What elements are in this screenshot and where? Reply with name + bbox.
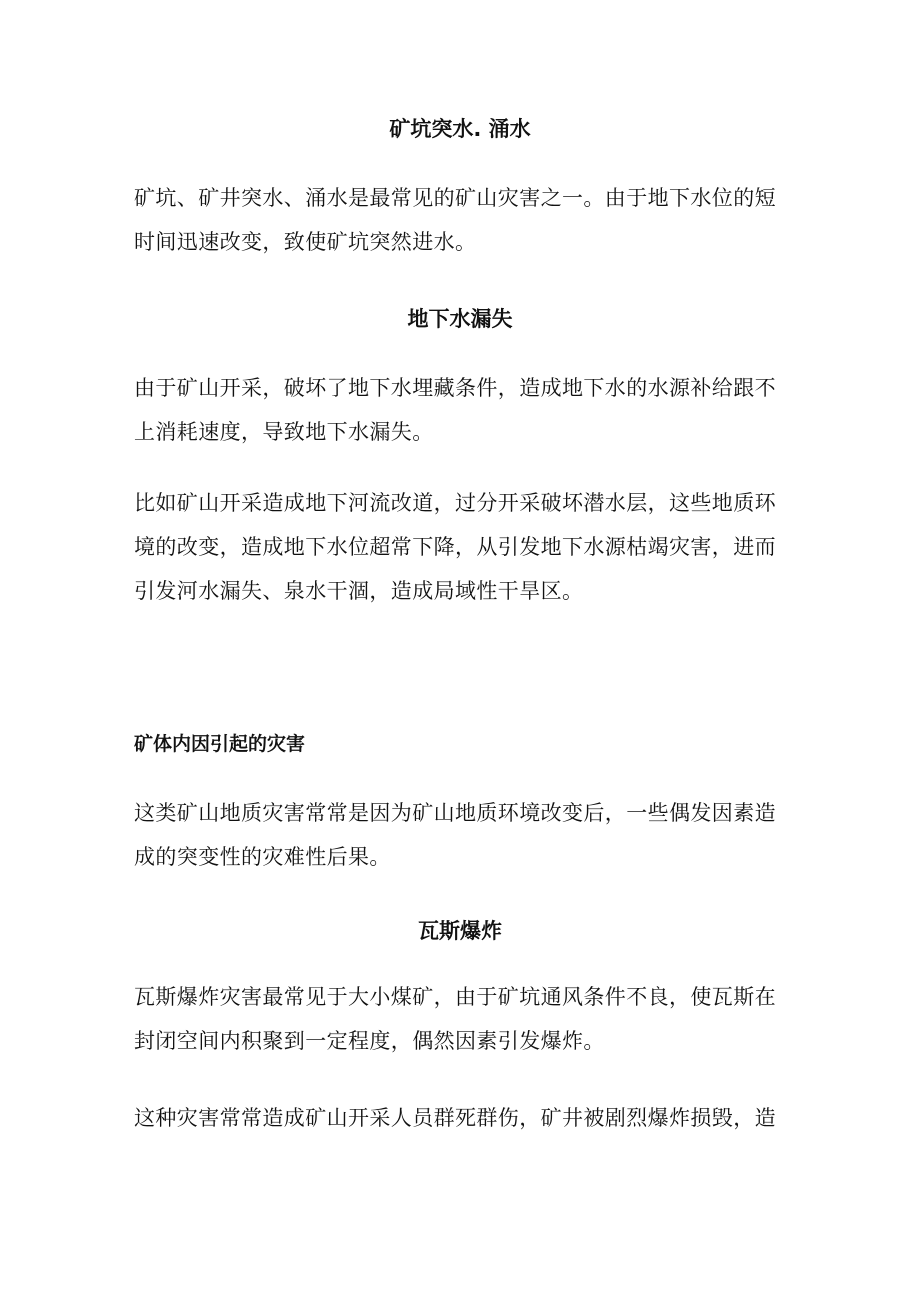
paragraph-internal-causes xyxy=(134,791,798,879)
section-heading-gas-explosion: 瓦斯爆炸 xyxy=(418,919,502,943)
paragraph-line: 境的改变，造成地下水位超常下降，从引发地下水源枯竭灾害，进而 xyxy=(134,535,776,559)
paragraph-line: 瓦斯爆炸灾害最常见于大小煤矿，由于矿坑通风条件不良，使瓦斯在 xyxy=(134,985,776,1009)
section-subheading-internal-causes: 矿体内因引起的灾害 xyxy=(134,733,306,755)
paragraph-water-inrush xyxy=(134,176,798,264)
paragraph-line: 这种灾害常常造成矿山开采人员群死群伤，矿井被剧烈爆炸损毁，造 xyxy=(134,1106,776,1130)
paragraph-groundwater-loss-1 xyxy=(134,366,798,454)
section-heading-water-inrush: 矿坑突水. 涌水 xyxy=(389,117,531,141)
paragraph-line: 封闭空间内积聚到一定程度，偶然因素引发爆炸。 xyxy=(134,1029,605,1053)
paragraph-line: 矿坑、矿井突水、涌水是最常见的矿山灾害之一。由于地下水位的短 xyxy=(134,186,776,210)
paragraph-gas-explosion-1 xyxy=(134,975,798,1063)
section-heading-groundwater-loss: 地下水漏失 xyxy=(407,307,513,331)
paragraph-line: 由于矿山开采，破坏了地下水埋藏条件，造成地下水的水源补给跟不 xyxy=(134,376,776,400)
paragraph-line: 比如矿山开采造成地下河流改道，过分开采破坏潜水层，这些地质环 xyxy=(134,491,776,515)
paragraph-groundwater-loss-2 xyxy=(134,481,798,613)
paragraph-line: 这类矿山地质灾害常常是因为矿山地质环境改变后，一些偶发因素造 xyxy=(134,801,776,825)
paragraph-line: 成的突变性的灾难性后果。 xyxy=(134,845,391,869)
paragraph-gas-explosion-2 xyxy=(134,1096,798,1140)
paragraph-line: 时间迅速改变，致使矿坑突然进水。 xyxy=(134,230,477,254)
paragraph-line: 引发河水漏失、泉水干涸，造成局域性干旱区。 xyxy=(134,579,584,603)
paragraph-line: 上消耗速度，导致地下水漏失。 xyxy=(134,420,434,444)
